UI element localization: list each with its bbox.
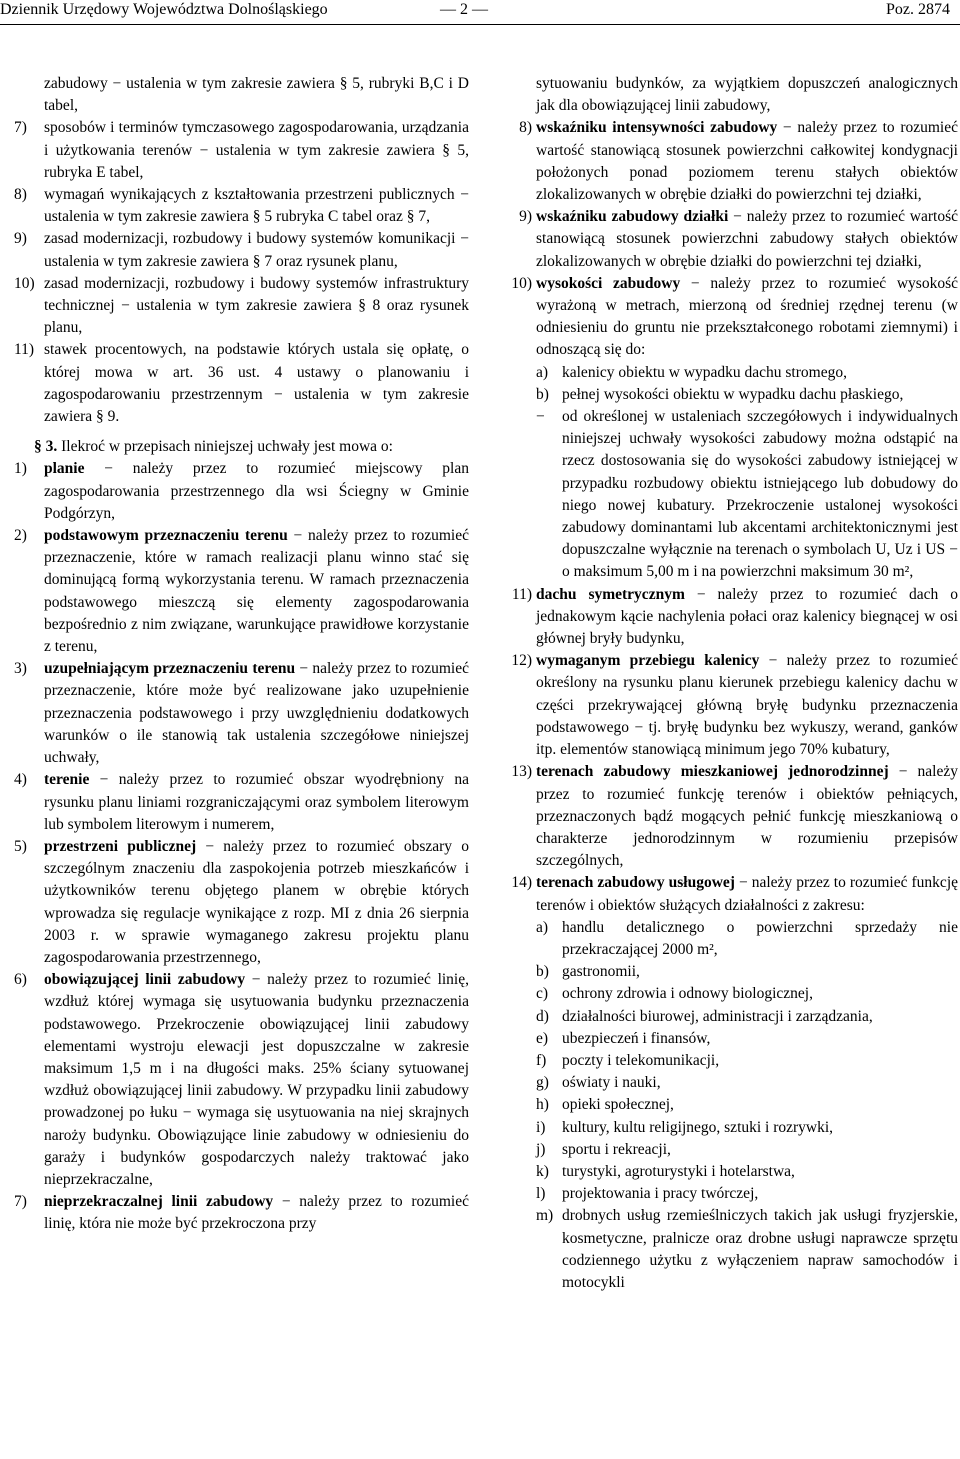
- defined-term: wymaganym przebiegu kalenicy: [536, 652, 760, 670]
- item-text: stawek procentowych, na podstawie których ustala się opłatę, o której mowa w art. 36 ust. 4 ustawy o planowaniu i zagospodarowaniu przestrzennym − ustalenia w tym zakresie zawiera § 9.: [44, 341, 469, 426]
- list-item: [492, 917, 958, 961]
- right-column: [492, 73, 958, 1294]
- journal-title: Dziennik Urzędowy Województwa Dolnośląskiego: [0, 1, 328, 18]
- item-text: drobnych usług rzemieślniczych takich jak usługi fryzjerskie, kosmetyczne, pralnicze oraz drobne usługi naprawcze sprzętu codziennego użytku z wyłączeniem napraw samochodów i motocykli: [562, 1207, 958, 1291]
- list-item: [14, 1191, 469, 1235]
- header-rule: [0, 24, 960, 25]
- item-number: 9): [519, 208, 532, 226]
- item-text: − należy przez to rozumieć wartość stanowiącą stosunek powierzchni zabudowy stałych obiektów zlokalizowanych w obrębie działki do powierzchni tej działki,: [536, 208, 958, 270]
- item-text: działalności biurowej, administracji i zarządzania,: [562, 1007, 873, 1025]
- defined-term: wskaźniku zabudowy działki: [536, 208, 729, 226]
- item-number: 11): [511, 585, 532, 603]
- list-item: [14, 836, 469, 969]
- item-number: 4): [14, 771, 27, 789]
- item-number: d): [536, 1007, 549, 1025]
- item-number: 8): [519, 119, 532, 137]
- item-number: 2): [14, 527, 27, 545]
- list-item: [14, 184, 469, 228]
- list-item: [492, 983, 958, 1005]
- item-number: 13): [511, 763, 532, 781]
- item-number: 1): [14, 460, 27, 478]
- list-item: [492, 584, 958, 651]
- item-number: b): [536, 385, 549, 403]
- item-text: − należy przez to rozumieć obszary o szczególnym znaczeniu dla zaspokojenia potrzeb mieszkańców i użytkowników terenu objętego planem w obrębie których wprowadza się regulacje wynikające z rozp. MI z dnia 26 sierpnia 2003 r. w sprawie wymaganego zakresu projektu planu zagospodarowania przestrzennego,: [44, 837, 469, 966]
- list-item: [492, 1006, 958, 1028]
- left-intro: zabudowy − ustalenia w tym zakresie zawiera § 5, rubryki B,C i D tabel,: [44, 75, 469, 115]
- list-item: [14, 228, 469, 272]
- item-number: c): [536, 985, 549, 1003]
- item-text: − należy przez to rozumieć wysokość wyrażoną w metrach, mierzoną od średniej rzędnej terenu (w odniesieniu do gruntu nie przekształconego robotami ziemnymi) i odnoszącą się do:: [536, 274, 958, 359]
- right-intro: sytuowaniu budynków, za wyjątkiem dopuszczeń analogicznych jak dla obowiązującej linii zabudowy,: [536, 75, 958, 115]
- item-text: sposobów i terminów tymczasowego zagospodarowania, urządzania i użytkowania terenów − ustalenia w tym zakresie zawiera § 5, rubryka E tabel,: [44, 119, 469, 181]
- list-item: [492, 384, 958, 406]
- item-text: wymagań wynikających z kształtowania przestrzeni publicznych − ustalenia w tym zakresie zawiera § 5 rubryka C tabel oraz § 7,: [44, 186, 469, 226]
- defined-term: przestrzeni publicznej: [44, 837, 197, 855]
- list-item: [14, 525, 469, 658]
- item-text: zasad modernizacji, rozbudowy i budowy systemów infrastruktury technicznej − ustalenia w tym zakresie zawiera § 8 oraz rysunek planu,: [44, 274, 469, 337]
- item-text: − należy przez to rozumieć funkcję terenów i obiektów służących działalności z zakresu:: [536, 874, 959, 914]
- dash-marker: −: [536, 408, 545, 426]
- item-number: 9): [14, 230, 27, 248]
- list-item: [14, 339, 469, 428]
- item-text: oświaty i nauki,: [562, 1074, 661, 1092]
- list-item: [14, 658, 469, 769]
- page-number: — 2 —: [440, 1, 488, 18]
- list-item: [14, 458, 469, 525]
- paragraph-3-number: § 3.: [34, 438, 58, 456]
- list-item: [492, 1205, 958, 1294]
- defined-term: wysokości zabudowy: [536, 274, 681, 292]
- item-number: e): [536, 1029, 549, 1047]
- paragraph-3-text: Ilekroć w przepisach niniejszej uchwały jest mowa o:: [61, 438, 393, 456]
- item-number: f): [536, 1051, 547, 1069]
- defined-term: uzupełniającym przeznaczeniu terenu: [44, 660, 296, 678]
- item-number: j): [536, 1140, 546, 1158]
- item-number: a): [536, 363, 549, 381]
- list-item: [492, 1094, 958, 1116]
- list-item: [492, 1050, 958, 1072]
- item-number: 7): [14, 119, 27, 137]
- item-number: m): [536, 1207, 554, 1225]
- item-number: 5): [14, 837, 27, 855]
- item-text: kultury, kultu religijnego, sztuki i rozrywki,: [562, 1118, 834, 1136]
- item-text: opieki społecznej,: [562, 1096, 674, 1114]
- defined-term: wskaźniku intensywności zabudowy: [536, 119, 778, 137]
- item-number: h): [536, 1096, 549, 1114]
- defined-term: obowiązującej linii zabudowy: [44, 971, 246, 989]
- list-item: [492, 761, 958, 872]
- item-number: 11): [14, 341, 35, 359]
- defined-term: terenach zabudowy mieszkaniowej jednorodzinnej: [536, 763, 889, 781]
- item-text: pełnej wysokości obiektu w wypadku dachu płaskiego,: [562, 385, 904, 403]
- item-number: 12): [511, 652, 532, 670]
- list-item: [492, 1161, 958, 1183]
- list-item: [492, 117, 958, 206]
- item-number: b): [536, 963, 549, 981]
- paragraph-3: [14, 436, 469, 458]
- left-column: [14, 73, 469, 1236]
- list-item: [492, 273, 958, 362]
- item-text: − należy przez to rozumieć przeznaczenie, które w ramach realizacji planu winno stać się dominującą formą wykorzystania terenu. W ramach przeznaczenia podstawowego mieszczą się elementy zagospodarowania bezpośrednio z nim związane, warunkujące prawidłowe korzystanie z terenu,: [44, 527, 469, 656]
- list-item: [492, 872, 958, 916]
- dash-text: od określonej w ustaleniach szczegółowych i indywidualnych niniejszej uchwały wysokości zabudowy można odstąpić na rzecz dostosowania się do wysokości zabudowy istniejącej w przypadku rozbudowy obiektu istniejącego lub dobudowy do niego nowej kubatury. Przekroczenie ustalonej wysokości zabudowy dominantami lub akcentami architektonicznymi jest dopuszczalne wyłącznie na terenach o symbolach U, Uz i US − o maksimum 5,00 m i na powierzchni maksimum 30 m²,: [562, 408, 958, 581]
- page-header: [0, 0, 960, 22]
- list-item: [492, 1072, 958, 1094]
- item-number: 10): [511, 274, 532, 292]
- item-number: g): [536, 1074, 549, 1092]
- item-number: 8): [14, 186, 27, 204]
- item-text: zasad modernizacji, rozbudowy i budowy systemów komunikacji − ustalenia w tym zakresie zawiera § 7 oraz rysunek planu,: [44, 230, 469, 270]
- item-number: 7): [14, 1193, 27, 1211]
- item-text: ochrony zdrowia i odnowy biologicznej,: [562, 985, 813, 1003]
- list-item: [14, 273, 469, 340]
- item-text: ubezpieczeń i finansów,: [562, 1029, 711, 1047]
- list-item: [14, 769, 469, 836]
- item-number: i): [536, 1118, 546, 1136]
- list-item: [492, 961, 958, 983]
- list-item: [492, 1139, 958, 1161]
- list-item: [492, 1117, 958, 1139]
- item-text: − należy przez to rozumieć funkcję terenów i obiektów pełniących, przeznaczonych bądź mogących pełnić funkcję mieszkaniową o charakterze jednorodzinnym w rozumieniu przepisów szczególnych,: [536, 763, 958, 870]
- list-item: [492, 362, 958, 384]
- item-text: turystyki, agroturystyki i hotelarstwa,: [562, 1162, 795, 1180]
- defined-term: terenach zabudowy usługowej: [536, 874, 735, 892]
- defined-term: terenie: [44, 771, 90, 789]
- item-text: − należy przez to rozumieć miejscowy plan zagospodarowania przestrzennego dla wsi Ściegny w Gminie Podgórzyn,: [44, 460, 469, 522]
- item-text: − należy przez to rozumieć wartość stanowiącą stosunek powierzchni całkowitej kondygnacji położonych ponad poziomem terenu stałych obiektów zlokalizowanych w obrębie działki do powierzchni tej działki,: [536, 119, 958, 204]
- item-text: − należy przez to rozumieć dach o jednakowym kącie nachylenia połaci oraz kalenicy biegnącej w osi głównej bryły budynku,: [536, 585, 958, 648]
- item-number: 14): [511, 874, 532, 892]
- height-dash-item: [492, 406, 958, 584]
- list-item: [492, 650, 958, 761]
- list-item: [14, 969, 469, 1191]
- list-item: [14, 117, 469, 184]
- item-text: − należy przez to rozumieć linię, wzdłuż której wymaga się usytuowania budynku przeznaczenia podstawowego. Przekroczenie obowiązującej linii zabudowy elementami wystroju elewacji jest dopuszczalne w zakresie maksimum 1,5 m i na długości maks. 25% ściany sytuowanej wzdłuż obowiązującej linii zabudowy. W przypadku linii zabudowy prowadzonej po łuku − wymaga się usytuowania na niej skrajnych naroży budynku. Obowiązujące linie zabudowy w odniesieniu do garaży i budynków gospodarczych należy traktować jako nieprzekraczalne,: [44, 971, 469, 1188]
- list-item: [492, 1183, 958, 1205]
- item-text: − należy przez to rozumieć przeznaczenie, które może być realizowane jako uzupełnienie przeznaczenia podstawowego i przy uwzględnieniu dodatkowych warunków o ile stanowią tak ustalenia szczegółowe niniejszej uchwały,: [44, 660, 469, 767]
- list-item: [492, 206, 958, 273]
- item-text: − należy przez to rozumieć obszar wyodrębniony na rysunku planu liniami rozgraniczającymi oraz symbolem literowym lub symbolem literowym i numerem,: [44, 771, 469, 833]
- defined-term: dachu symetrycznym: [536, 585, 685, 603]
- item-number: 10): [14, 274, 35, 292]
- item-number: 3): [14, 660, 27, 678]
- item-number: l): [536, 1185, 546, 1203]
- item-number: k): [536, 1162, 549, 1180]
- list-item: [492, 1028, 958, 1050]
- defined-term: podstawowym przeznaczeniu terenu: [44, 527, 288, 545]
- item-number: 6): [14, 971, 27, 989]
- item-text: sportu i rekreacji,: [562, 1140, 671, 1158]
- position-number: Poz. 2874: [886, 1, 950, 18]
- item-text: gastronomii,: [562, 963, 640, 981]
- item-text: kalenicy obiektu w wypadku dachu stromego,: [562, 363, 847, 381]
- defined-term: nieprzekraczalnej linii zabudowy: [44, 1193, 274, 1211]
- item-text: handlu detalicznego o powierzchni sprzedaży nie przekraczającej 2000 m²,: [562, 918, 958, 958]
- defined-term: planie: [44, 460, 85, 478]
- item-text: poczty i telekomunikacji,: [562, 1051, 720, 1069]
- item-number: a): [536, 918, 549, 936]
- item-text: projektowania i pracy twórczej,: [562, 1185, 759, 1203]
- item-text: − należy przez to rozumieć określony na rysunku planu kierunek przebiegu kalenicy dachu w części przekrywającej główną bryłę budynku przeznaczenia podstawowego − tj. bryłę budynku bez wykuszy, werand, ganków itp. elementów stanowiącą minimum jego 70% kubatury,: [536, 652, 959, 759]
- item-text: − należy przez to rozumieć linię, która nie może być przekroczona przy: [44, 1193, 469, 1233]
